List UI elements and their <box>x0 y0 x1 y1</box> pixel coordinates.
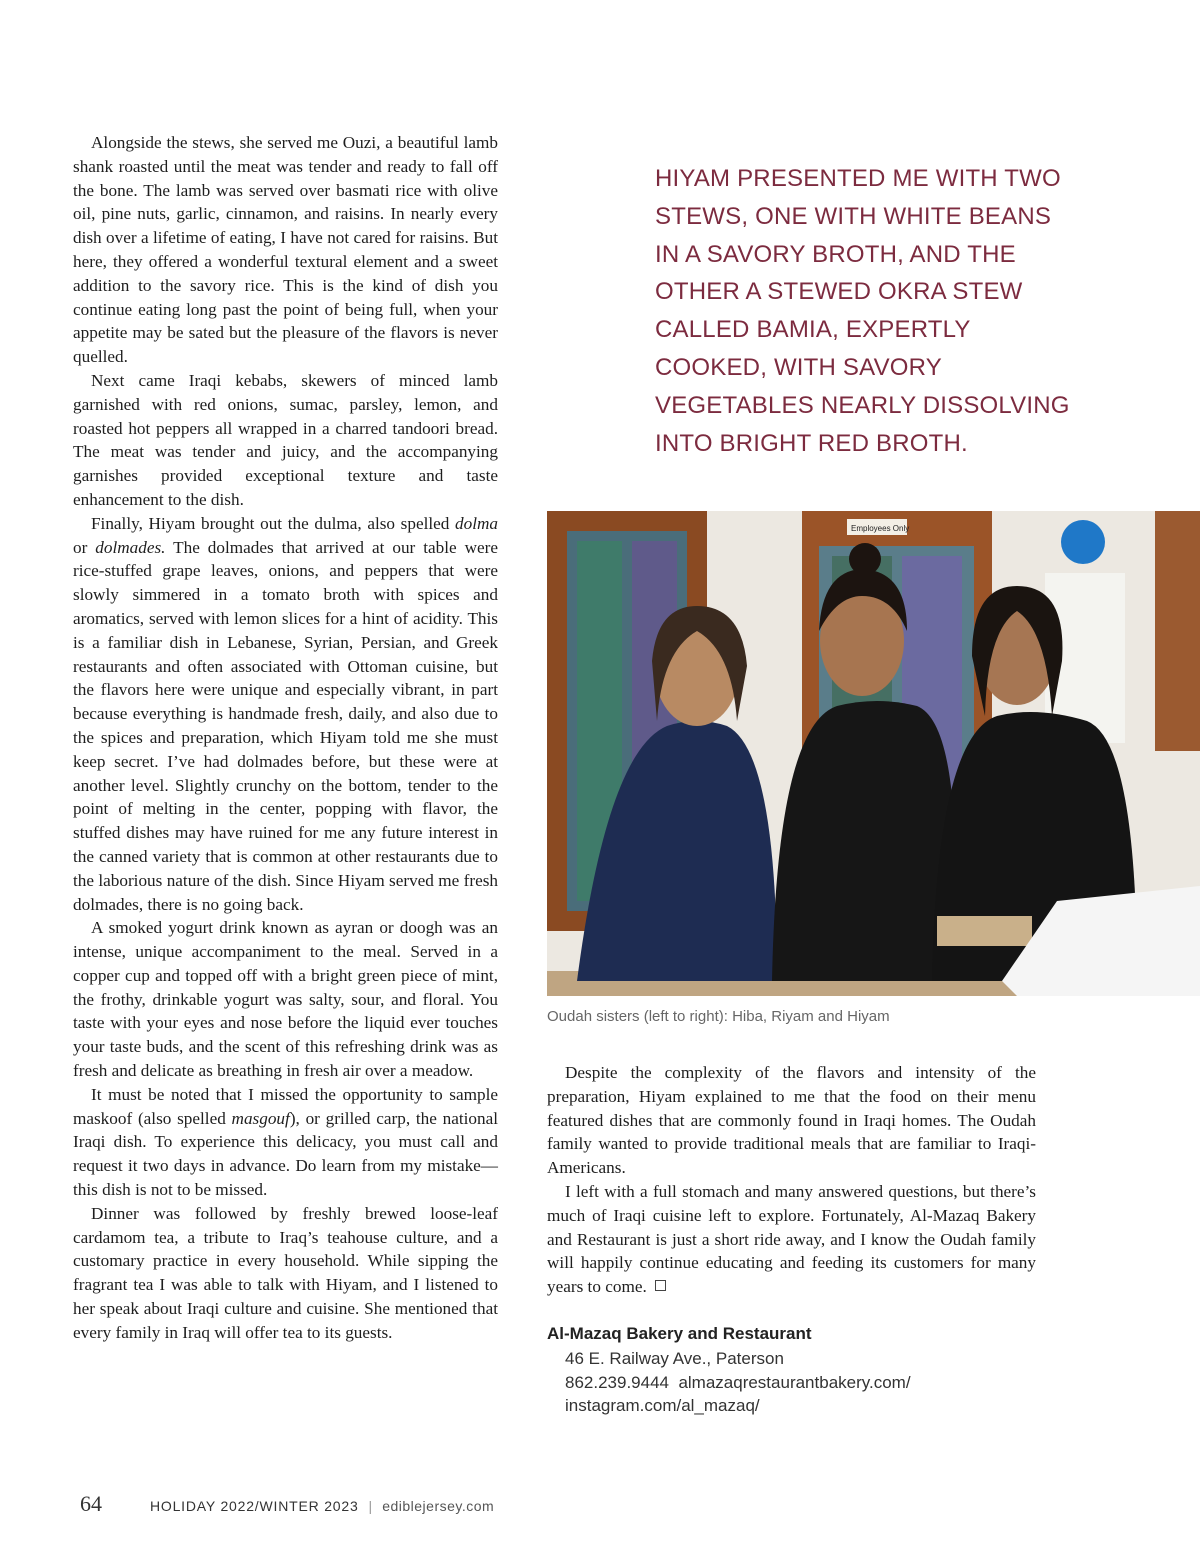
paragraph-complexity: Despite the complexity of the flavors and intensity of the preparation, Hiyam explained to me that the food on their menu featured dishes that are commonly found in Iraqi homes. The Oudah family wanted to provide traditional meals that are familiar to Iraqi-Americans. <box>547 1063 1036 1178</box>
paragraph-dulma: Finally, Hiyam brought out the dulma, also spelled dolma or dolmades. The dolmades that arrived at our table were rice-stuffed grape leaves, onions, and peppers that were slowly simmered in a tomato broth with spices and aromatics, served with lemon slices for a hint of acidity. This is a familiar dish in Lebanese, Syrian, Persian, and Greek restaurants and often associated with Ottoman cuisine, but the flavors here were unique and especially vibrant, in part because everything is handmade fresh, daily, and also due to the spices and preparation, which Hiyam told me she must keep secret. I’ve had dolmades before, but these were at another level. Slightly crunchy on the bottom, tender to the point of melting in the center, popping with flavor, the stuffed dishes may have ruined for me any future interest in the canned variety that is common at other restaurants due to the laborious nature of the dish. Since Hiyam served me fresh dolmades, there is no going back. <box>73 513 498 914</box>
paragraph-maskoof: It must be noted that I missed the opportunity to sample maskoof (also spelled masgouf), or grilled carp, the national Iraqi dish. To experience this delicacy, you must call and request it two days in advance. Do learn from my mistake—this dish is not to be missed. <box>73 1084 498 1200</box>
paragraph-ouzi: Alongside the stews, she served me Ouzi, a beautiful lamb shank roasted until the meat was tender and ready to fall off the bone. The lamb was served over basmati rice with olive oil, pine nuts, garlic, cinnamon, and raisins. In nearly every dish over a lifetime of eating, I have not cared for raisins. But here, they offered a wonderful textural element and a sweet addition to the savory rice. This is the kind of dish you continue eating long past the point of being full, when your appetite may be sated but the pleasure of the flavors is never quelled. <box>73 133 498 367</box>
photo-caption: Oudah sisters (left to right): Hiba, Riyam and Hiyam <box>547 1008 890 1025</box>
photo-oudah-sisters <box>547 511 1200 996</box>
paragraph-tea: Dinner was followed by freshly brewed loose-leaf cardamom tea, a tribute to Iraq’s teahouse culture, and a customary practice in every household. While sipping the fragrant tea I was able to talk with Hiyam, and I listened to her speak about Iraqi culture and cuisine. She mentioned that every family in Iraq will offer tea to its guests. <box>73 1203 498 1342</box>
sign-label: Employees Only <box>851 524 910 533</box>
footer-separator: | <box>368 1498 373 1514</box>
article-left-column <box>73 131 498 1345</box>
end-mark-icon <box>655 1280 666 1291</box>
paragraph-ayran: A smoked yogurt drink known as ayran or doogh was an intense, unique accompaniment to the meal. Served in a copper cup and topped off with a bright green piece of mint, the frothy, drinkable yogurt was salty, sour, and floral. You taste with your eyes and nose before the liquid ever touches your taste buds, and the scent of this refreshing drink was as fresh and delicate as breathing in fresh air over a meadow. <box>73 918 498 1081</box>
article-right-column <box>547 1061 1036 1299</box>
paragraph-closing: I left with a full stomach and many answered questions, but there’s much of Iraqi cuisine left to explore. Fortunately, Al-Mazaq Bakery and Restaurant is just a short ride away, and I know the Oudah family will happily continue educating and feeding its customers for many years to come. <box>547 1181 1036 1297</box>
restaurant-phone-website[interactable]: 862.239.9444 almazaqrestaurantbakery.com/ <box>565 1372 911 1392</box>
restaurant-instagram[interactable]: instagram.com/al_mazaq/ <box>565 1396 760 1415</box>
site-link[interactable]: ediblejersey.com <box>382 1498 495 1514</box>
restaurant-address: 46 E. Railway Ave., Paterson <box>565 1349 784 1368</box>
restaurant-name: Al-Mazaq Bakery and Restaurant <box>547 1324 812 1343</box>
paragraph-kebabs: Next came Iraqi kebabs, skewers of minced lamb garnished with red onions, sumac, parsley, lemon, and roasted hot peppers all wrapped in a charred tandoori bread. The meat was tender and juicy, and the accompanying garnishes provided exceptional texture and taste enhancement to the dish. <box>73 370 498 509</box>
photo-illustration <box>547 511 1200 996</box>
issue-label: HOLIDAY 2022/WINTER 2023 <box>150 1498 359 1514</box>
pull-quote: HIYAM PRESENTED ME WITH TWO STEWS, ONE WITH WHITE BEANS IN A SAVORY BROTH, AND THE OTHER A STEWED OKRA STEW CALLED BAMIA, EXPERTLY COOKED, WITH SAVORY VEGETABLES NEARLY DISSOLVING INTO BRIGHT RED BROTH. <box>655 165 1070 457</box>
page-footer <box>80 1491 494 1517</box>
page-number: 64 <box>80 1491 102 1516</box>
restaurant-info-box <box>547 1324 911 1418</box>
